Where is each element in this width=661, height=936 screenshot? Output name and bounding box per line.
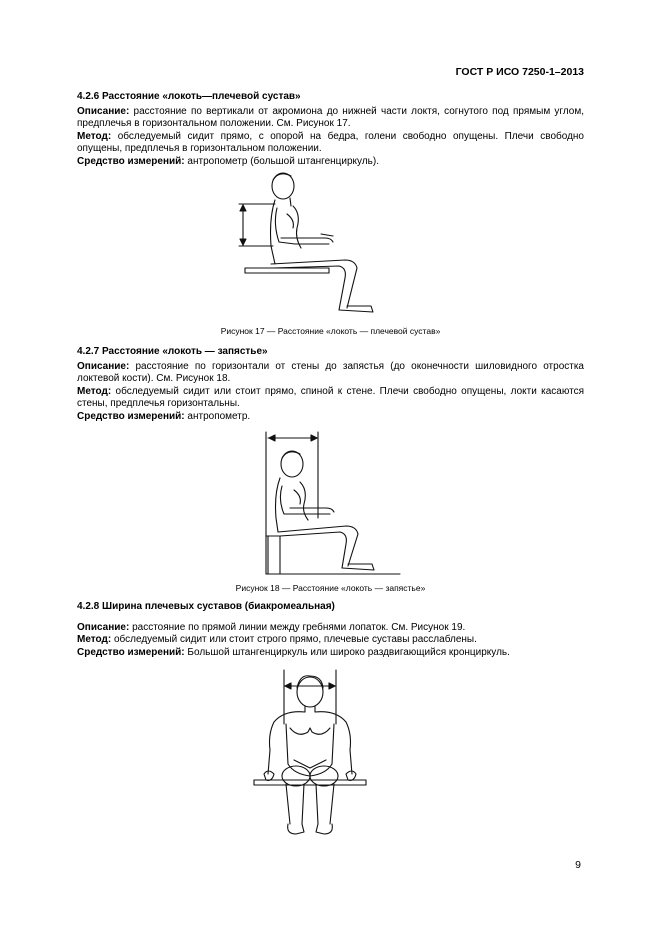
description-label: Описание: xyxy=(77,360,130,372)
instrument-text: антропометр. xyxy=(184,410,251,422)
section-4-2-7 xyxy=(77,346,584,424)
page-number: 9 xyxy=(575,859,581,871)
instrument-label: Средство измерений: xyxy=(77,646,185,658)
instrument-label: Средство измерений: xyxy=(77,410,185,422)
description-paragraph xyxy=(77,622,584,635)
instrument-text: Большой штангенциркуль или широко раздвигающийся кронциркуль. xyxy=(184,646,510,658)
instrument-text: антропометр (большой штангенциркуль). xyxy=(184,155,379,167)
section-title: 4.2.8 Ширина плечевых суставов (биакромеальная) xyxy=(77,601,335,612)
section-4-2-8 xyxy=(77,601,584,659)
section-4-2-6 xyxy=(77,91,584,169)
description-paragraph xyxy=(77,106,584,131)
section-title: 4.2.6 Расстояние «локоть—плечевой сустав» xyxy=(77,91,301,102)
description-text: расстояние по вертикали от акромиона до нижней части локтя, согнутого под прямым углом, предплечья в горизонтальном положении. См. Рисунок 17. xyxy=(77,105,584,130)
seated-front-biacromial-figure xyxy=(250,664,410,844)
method-paragraph xyxy=(77,386,584,411)
instrument-paragraph xyxy=(77,411,584,424)
method-label: Метод: xyxy=(77,130,112,142)
description-text: расстояние по горизонтали от стены до запястья (до оконечности шиловидного отростка локтевой кости). См. Рисунок 18. xyxy=(77,360,584,385)
method-paragraph xyxy=(77,131,584,156)
instrument-paragraph xyxy=(77,156,584,169)
description-text: расстояние по прямой линии между гребнями лопаток. См. Рисунок 19. xyxy=(129,621,466,633)
method-label: Метод: xyxy=(77,634,112,646)
section-title: 4.2.7 Расстояние «локоть — запястье» xyxy=(77,346,268,357)
instrument-paragraph xyxy=(77,647,584,660)
method-text: обследуемый сидит или стоит прямо, спиной к стене. Плечи свободно опущены, локти касаются стены, предплечья горизонтальны. xyxy=(77,385,584,410)
instrument-label: Средство измерений: xyxy=(77,155,185,167)
description-label: Описание: xyxy=(77,621,130,633)
figure-17-caption: Рисунок 17 — Расстояние «локоть — плечевой сустав» xyxy=(220,326,441,336)
method-text: обследуемый сидит или стоит строго прямо, плечевые суставы расслаблены. xyxy=(111,634,477,646)
description-paragraph xyxy=(77,361,584,386)
method-paragraph xyxy=(77,634,584,647)
description-label: Описание: xyxy=(77,105,130,117)
figure-18-caption: Рисунок 18 — Расстояние «локоть — запястье» xyxy=(235,583,426,593)
method-text: обследуемый сидит прямо, с опорой на бедра, голени свободно опущены. Плечи свободно опущены, предплечья в горизонтальном положении. xyxy=(77,130,584,155)
method-label: Метод: xyxy=(77,385,112,397)
seated-side-elbow-wrist-figure xyxy=(250,428,410,576)
standard-header: ГОСТ Р ИСО 7250-1–2013 xyxy=(455,66,584,78)
seated-side-elbow-shoulder-figure xyxy=(235,168,385,320)
